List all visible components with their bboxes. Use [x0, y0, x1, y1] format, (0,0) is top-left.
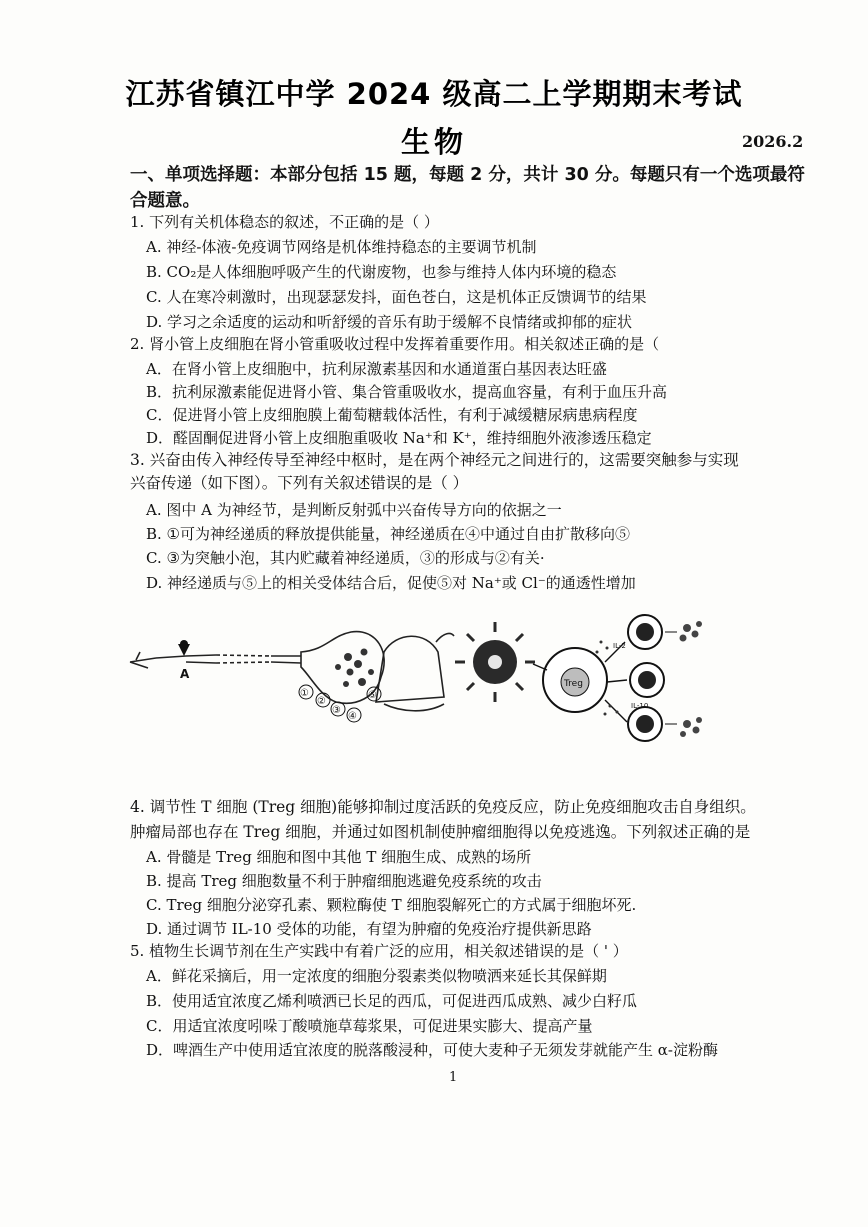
subject-title: 生物 — [400, 125, 467, 159]
tumor-cell-icon — [455, 622, 535, 702]
marker-2: ② — [317, 696, 326, 707]
page-number: 1 — [449, 1070, 458, 1085]
q2-option-b: B．抗利尿激素能促进肾小管、集合管重吸收水，提高血容量，有利于血压升高 — [146, 383, 668, 401]
q4-option-d: D. 通过调节 IL-10 受体的功能，有望为肿瘤的免疫治疗提供新思路 — [146, 920, 592, 938]
q5-option-c: C．用适宜浓度吲哚丁酸喷施草莓浆果，可促进果实膨大、提高产量 — [146, 1017, 593, 1035]
q4-option-a: A. 骨髓是 Treg 细胞和图中其他 T 细胞生成、成熟的场所 — [146, 848, 532, 866]
marker-3: ③ — [332, 705, 341, 716]
treg-cell-icon — [543, 648, 607, 712]
exam-date: 2026.2 — [742, 132, 804, 151]
ganglion-label: A — [180, 667, 190, 681]
q3-option-b: B. ①可为神经递质的释放提供能量，神经递质在④中通过自由扩散移向⑤ — [146, 525, 631, 543]
q5-option-b: B．使用适宜浓度乙烯利喷洒已长足的西瓜，可促进西瓜成熟、减少白籽瓜 — [146, 992, 638, 1010]
question-4-stem-line-1: 4. 调节性 T 细胞 (Treg 细胞)能够抑制过度活跃的免疫反应，防止免疫细胞攻击自身组织。 — [130, 798, 756, 816]
cell-debris-icon-1 — [680, 621, 703, 642]
il2-label: IL-2 — [613, 642, 626, 650]
synapse-figure — [126, 622, 456, 732]
t-cell-icon-2 — [630, 663, 664, 697]
q4-option-c: C. Treg 细胞分泌穿孔素、颗粒酶使 T 细胞裂解死亡的方式属于细胞坏死. — [146, 896, 637, 914]
q3-option-d: D. 神经递质与⑤上的相关受体结合后，促使⑤对 Na⁺或 Cl⁻的通透性增加 — [146, 574, 636, 592]
treg-mechanism-figure — [455, 602, 705, 752]
q4-option-b: B. 提高 Treg 细胞数量不利于肿瘤细胞逃避免疫系统的攻击 — [146, 872, 542, 890]
il10-label: IL-10 — [631, 702, 649, 710]
treg-label: Treg — [564, 679, 583, 689]
marker-4: ④ — [348, 711, 357, 722]
q3-option-c: C. ③为突触小泡，其内贮藏着神经递质，③的形成与②有关· — [146, 549, 545, 567]
cell-debris-icon-2 — [680, 717, 702, 737]
exam-title: 江苏省镇江中学 2024 级高二上学期期末考试 — [125, 77, 743, 111]
question-2-stem: 2. 肾小管上皮细胞在肾小管重吸收过程中发挥着重要作用。相关叙述正确的是（ — [130, 335, 660, 353]
marker-5: ⑤ — [368, 690, 377, 701]
q2-option-a: A．在肾小管上皮细胞中，抗利尿激素基因和水通道蛋白基因表达旺盛 — [146, 360, 607, 378]
q1-option-a: A. 神经-体液-免疫调节网络是机体维持稳态的主要调节机制 — [146, 238, 537, 256]
t-cell-icon-3 — [628, 707, 662, 741]
question-3-stem-line-1: 3. 兴奋由传入神经传导至神经中枢时，是在两个神经元之间进行的，这需要突触参与实现 — [130, 451, 739, 469]
marker-1: ① — [300, 688, 309, 699]
question-1-stem: 1. 下列有关机体稳态的叙述，不正确的是（ ） — [130, 213, 439, 231]
q2-option-d: D．醛固酮促进肾小管上皮细胞重吸收 Na⁺和 K⁺，维持细胞外液渗透压稳定 — [146, 429, 652, 447]
t-cell-icon-1 — [628, 615, 662, 649]
q5-option-a: A．鲜花采摘后，用一定浓度的细胞分裂素类似物喷洒来延长其保鲜期 — [146, 967, 607, 985]
q1-option-c: C. 人在寒冷刺激时，出现瑟瑟发抖，面色苍白，这是机体正反馈调节的结果 — [146, 288, 647, 306]
q3-option-a: A. 图中 A 为神经节，是判断反射弧中兴奋传导方向的依据之一 — [146, 501, 562, 519]
q1-option-b: B. CO₂是人体细胞呼吸产生的代谢废物，也参与维持人体内环境的稳态 — [146, 263, 617, 281]
question-5-stem: 5. 植物生长调节剂在生产实践中有着广泛的应用，相关叙述错误的是（ ' ） — [130, 942, 628, 960]
question-4-stem-line-2: 肿瘤局部也存在 Treg 细胞，并通过如图机制使肿瘤细胞得以免疫逃逸。下列叙述正确的是 — [130, 823, 751, 841]
q2-option-c: C．促进肾小管上皮细胞膜上葡萄糖载体活性，有利于减缓糖尿病患病程度 — [146, 406, 638, 424]
section-heading: 一、单项选择题：本部分包括 15 题，每题 2 分，共计 30 分。每题只有一个选项最符合题意。 — [130, 165, 805, 211]
question-3-stem-line-2: 兴奋传递（如下图）。下列有关叙述错误的是（ ） — [130, 474, 469, 492]
q5-option-d: D．啤酒生产中使用适宜浓度的脱落酸浸种，可使大麦种子无须发芽就能产生 α-淀粉酶 — [146, 1041, 718, 1059]
q1-option-d: D. 学习之余适度的运动和听舒缓的音乐有助于缓解不良情绪或抑郁的症状 — [146, 313, 633, 331]
